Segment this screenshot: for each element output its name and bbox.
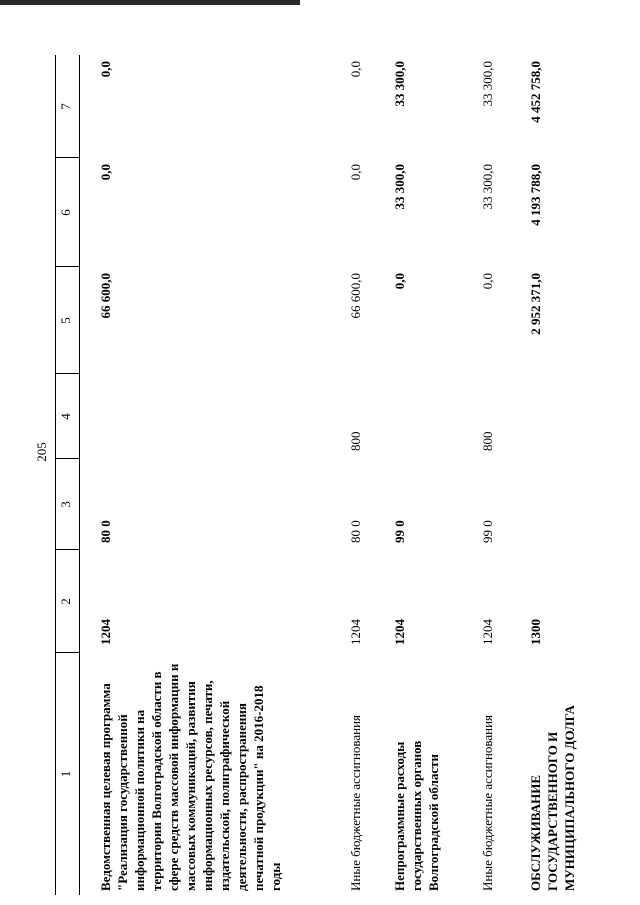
row-value-col6: 0,0	[348, 164, 363, 181]
row-target: 99 0	[480, 520, 495, 543]
row-value-col5: 66 600,0	[98, 273, 113, 319]
row-section: 1300	[528, 619, 543, 645]
row-name: Иные бюджетные ассигнования	[348, 714, 363, 891]
row-value-col5: 2 952 371,0	[528, 273, 543, 335]
budget-table	[55, 55, 595, 895]
header-col-3: 3	[58, 501, 73, 508]
row-section: 1204	[98, 619, 113, 645]
header-col-1: 1	[58, 770, 73, 778]
row-name: Иные бюджетные ассигнования	[480, 714, 495, 891]
table-top-border	[55, 55, 56, 895]
row-section: 1204	[348, 619, 363, 645]
header-col-4: 4	[58, 413, 73, 420]
header-col-7: 7	[58, 103, 73, 110]
header-col-6: 6	[58, 209, 73, 216]
row-value-col6: 33 300,0	[392, 164, 407, 210]
row-value-col7: 0,0	[98, 61, 113, 78]
header-bottom-border	[79, 55, 80, 895]
header-col-2: 2	[58, 598, 73, 605]
row-value-col7: 33 300,0	[392, 61, 407, 107]
row-value-col5: 66 600,0	[348, 273, 363, 319]
row-value-col6: 33 300,0	[480, 164, 495, 210]
row-value-col7: 0,0	[348, 61, 363, 78]
row-name: ОБСЛУЖИВАНИЕ ГОСУДАРСТВЕННОГО И МУНИЦИПАЛЬНОГО ДОЛГА	[528, 705, 577, 891]
row-section: 1204	[480, 619, 495, 645]
row-value-col6: 4 193 788,0	[528, 164, 543, 226]
row-type: 800	[348, 431, 363, 451]
scan-edge-strip	[0, 0, 300, 5]
row-section: 1204	[392, 619, 407, 645]
page-number: 205	[34, 442, 49, 462]
row-name: Ведомственная целевая программа "Реализация государственной информационной политики на территории Волгоградской области в сфере средств массовой информации и массовых коммуникаций, развития информационных ресурсов, печати, издательской, полиграфической деятельности, распространения печатной продукции" на 2016-2018 годы	[98, 663, 283, 891]
row-value-col5: 0,0	[392, 273, 407, 290]
row-target: 80 0	[98, 520, 113, 543]
row-value-col7: 33 300,0	[480, 61, 495, 107]
row-target: 99 0	[392, 520, 407, 543]
header-col-5: 5	[58, 317, 73, 324]
row-type: 800	[480, 431, 495, 451]
row-name: Непрограммные расходы государственных органов Волгоградской области	[392, 740, 441, 891]
row-value-col7: 4 452 758,0	[528, 61, 543, 123]
row-value-col6: 0,0	[98, 164, 113, 181]
row-target: 80 0	[348, 520, 363, 543]
row-value-col5: 0,0	[480, 273, 495, 290]
